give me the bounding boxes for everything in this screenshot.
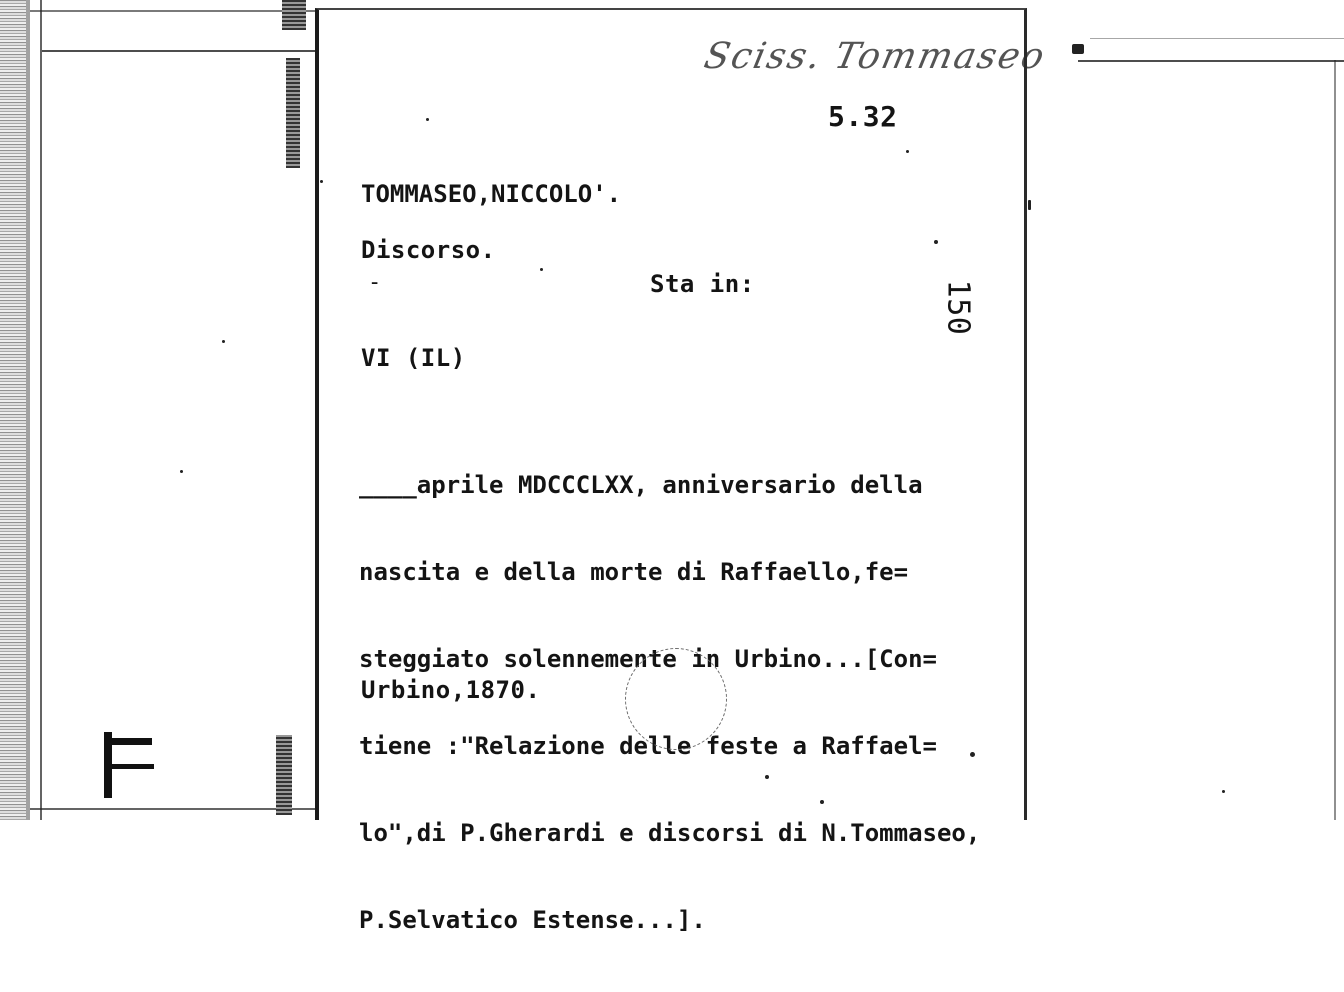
dust-speck	[426, 118, 429, 121]
dust-speck	[1222, 790, 1225, 793]
description-line: steggiato solennemente in Urbino...[Con=	[359, 645, 937, 673]
dust-speck	[180, 470, 183, 473]
description-line: ____aprile MDCCCLXX, anniversario della	[359, 471, 923, 499]
title-line: Discorso.	[361, 236, 496, 264]
drawer-clip-top	[282, 0, 306, 30]
author-heading: TOMMASEO,NICCOLO'.	[361, 180, 622, 208]
tab-mark-horizontal-top	[110, 738, 152, 745]
dash-mark: -	[368, 270, 382, 295]
dust-speck	[765, 775, 769, 779]
drawer-slot-bottom	[276, 735, 292, 815]
tab-mark-horizontal-bottom	[110, 764, 154, 769]
dust-speck	[934, 240, 938, 244]
vertical-stamp-number: 150	[940, 279, 976, 336]
scanner-edge-noise	[0, 0, 26, 820]
description-line: P.Selvatico Estense...].	[359, 906, 706, 934]
dust-speck	[970, 752, 975, 757]
right-card-top-rule	[1078, 60, 1344, 62]
far-right-vertical-rule	[1334, 60, 1336, 820]
left-vertical-rule	[40, 0, 42, 820]
dust-speck	[820, 800, 824, 804]
right-card-clip-mark	[1072, 44, 1084, 54]
dust-speck	[1028, 200, 1031, 210]
sta-in-label: Sta in:	[650, 270, 755, 298]
dust-speck	[540, 268, 543, 271]
description-line: lo",di P.Gherardi e discorsi di N.Tommaseo,	[359, 819, 981, 847]
top-left-horizontal-rule	[42, 50, 327, 52]
drawer-slot-top	[286, 58, 300, 168]
dust-speck	[906, 150, 909, 153]
handwritten-annotation: Sciss. Tommaseo	[700, 36, 1050, 77]
right-card-top-rule-faint	[1090, 38, 1344, 39]
dust-speck	[320, 180, 323, 183]
series-heading: VI (IL)	[361, 344, 466, 372]
description-line: tiene :"Relazione delle feste a Raffael=	[359, 732, 937, 760]
imprint-line: Urbino,1870.	[361, 676, 541, 704]
shelfmark: 5.32	[828, 100, 898, 133]
dust-speck	[222, 340, 225, 343]
library-stamp-circle	[625, 648, 727, 750]
scanner-edge-shadow	[26, 0, 30, 820]
description-line: nascita e della morte di Raffaello,fe=	[359, 558, 909, 586]
